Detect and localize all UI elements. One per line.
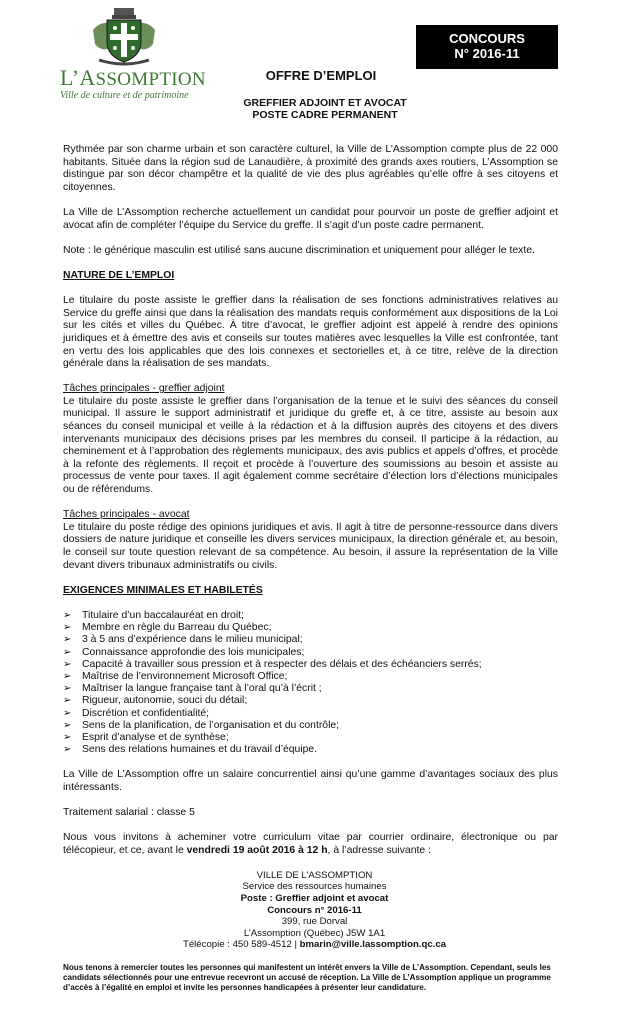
coat-of-arms-icon [89, 8, 159, 66]
concours-label: CONCOURS [449, 31, 525, 46]
greffier-tasks: Le titulaire du poste assiste le greffier dans l’organisation de la tenue et le suivi des séances du conseil municipal. Il assure le support administratif et juridique du greffe et, à ce titre, assiste au besoin aux séances du conseil municipal et veille à la rédaction et à la diffusion auprès des citoyens et des divers intervenants municipaux des décisions prises par les membres du conseil. Il participe à la rédaction, au cheminement et à l’approbation des règlements municipaux, des avis publics et appels d’offres, et procède à la refonte des règlements. Il reçoit et procède à l’ouverture des soumissions au besoin et assiste au processus de vente pour taxes. Il agit également comme secrétaire d’élection lors d’élections municipales ou de référendums. [63, 395, 558, 496]
arrow-bullet-icon: ➢ [63, 719, 72, 731]
note-paragraph: Note : le générique masculin est utilisé sans aucune discrimination et uniquement pour alléger le texte. [63, 244, 535, 256]
subheading-avocat: Tâches principales - avocat [63, 509, 190, 521]
concours-number: N° 2016-11 [454, 46, 520, 61]
salary-class: Traitement salarial : classe 5 [63, 806, 195, 818]
list-item: ➢ Sens des relations humaines et du travail d’équipe. [63, 744, 318, 756]
nature-paragraph: Le titulaire du poste assiste le greffier dans la réalisation de ses fonctions administratives relatives au Service du greffe ainsi que dans la réalisation des mandats requis conformément aux dispositions de la Loi sur les cités et villes du Québec. À titre d’avocat, le greffier adjoint est appelé à rendre des opinions juridiques et à émettre des avis et conseils sur toutes matières avec lesquelles la Ville est confrontée, tant en vertu des lois applicables que des lois connexes et sectorielles et, à ce titre, relève de la direction générale dans la réalisation de ses mandats. [63, 295, 558, 370]
logo-name-rest: SSOMPTION [95, 69, 206, 90]
arrow-bullet-icon: ➢ [63, 658, 72, 670]
list-item: ➢ Titulaire d’un baccalauréat en droit; [63, 609, 244, 621]
email-link[interactable]: bmarin@ville.lassomption.qc.ca [299, 939, 446, 951]
arrow-bullet-icon: ➢ [63, 695, 72, 707]
list-item: ➢ Esprit d’analyse et de synthèse; [63, 732, 229, 743]
address-line: L’Assomption (Québec) J5W 1A1 [243, 927, 386, 939]
footer-note: Nous tenons à remercier toutes les personnes qui manifestent un intérêt envers la Ville de L’Assomption. Cependant, seuls les candidats sélectionnés pour une entrevue recevront un accusé de réception. La Ville de L’Assomption applique un programme d’accès à l’égalité en emploi et invite les personnes handicapées à présenter leur candidature. [63, 962, 551, 992]
address-line: Service des ressources humaines [242, 881, 387, 893]
invitation-paragraph: Nous vous invitons à acheminer votre curriculum vitae par courrier ordinaire, électronique ou par télécopieur, et ce, avant le vendredi 19 août 2016 à 12 h, à l’adresse suivante : [63, 831, 558, 856]
address-line: Concours n° 2016-11 [267, 904, 362, 916]
arrow-bullet-icon: ➢ [63, 670, 72, 682]
fax-number: Télécopie : 450 589-4512 | [182, 939, 300, 951]
mailing-address [63, 870, 558, 951]
section-heading-exigences: EXIGENCES MINIMALES ET HABILETÉS [63, 584, 263, 596]
list-item: ➢ Maîtrise de l’environnement Microsoft Office; [63, 670, 288, 682]
deadline: vendredi 19 août 2016 à 12 h [186, 844, 328, 856]
address-line: Poste : Greffier adjoint et avocat [240, 892, 389, 904]
arrow-bullet-icon: ➢ [63, 732, 72, 743]
requirements-list [63, 610, 558, 756]
section-heading-nature: NATURE DE L’EMPLOI [63, 269, 175, 281]
intro-paragraph-2: La Ville de L’Assomption recherche actuellement un candidat pour pourvoir un poste de greffier adjoint et avocat afin de compléter l’équipe du Service du greffe. Il s’agit d’un poste cadre permanent. [63, 206, 558, 231]
list-item: ➢ Rigueur, autonomie, souci du détail; [63, 695, 248, 707]
arrow-bullet-icon: ➢ [63, 634, 72, 646]
job-status: POSTE CADRE PERMANENT [252, 109, 398, 121]
concours-box [416, 25, 558, 69]
logo-name-prefix: L’A [60, 65, 96, 90]
subheading-greffier: Tâches principales - greffier adjoint [63, 383, 225, 395]
arrow-bullet-icon: ➢ [63, 683, 72, 695]
job-title: GREFFIER ADJOINT ET AVOCAT [243, 97, 407, 109]
list-item: ➢ Membre en règle du Barreau du Québec; [63, 622, 272, 634]
arrow-bullet-icon: ➢ [63, 646, 72, 658]
address-line: 399, rue Dorval [281, 916, 348, 928]
intro-paragraph-1: Rythmée par son charme urbain et son caractère culturel, la Ville de L’Assomption compte plus de 22 000 habitants. Située dans la région sud de Lanaudière, à proximité des grands axes routiers, L’Assomption se distingue par son décor champêtre et la qualité de vie des plus agréables qu’elle offre à ses citoyens et citoyennes. [63, 144, 558, 193]
avocat-tasks: Le titulaire du poste rédige des opinions juridiques et avis. Il agit à titre de personne-ressource dans divers dossiers de nature juridique et conseille les divers services municipaux, la direction générale et, au besoin, le conseil sur toute question relevant de sa compétence. Au besoin, il assure la représentation de la Ville devant divers tribunaux administratifs ou civils. [63, 521, 558, 571]
list-item: ➢ Connaissance approfondie des lois municipales; [63, 646, 305, 658]
list-item: ➢ Sens de la planification, de l’organisation et du contrôle; [63, 719, 340, 731]
list-item: ➢ Discrétion et confidentialité; [63, 707, 210, 719]
page-title: OFFRE D’EMPLOI [265, 68, 377, 83]
list-item: ➢ 3 à 5 ans d’expérience dans le milieu municipal; [63, 634, 303, 646]
arrow-bullet-icon: ➢ [63, 744, 72, 756]
contact-line [71, 939, 558, 951]
arrow-bullet-icon: ➢ [63, 622, 72, 634]
document-body [63, 144, 558, 993]
address-line: VILLE DE L’ASSOMPTION [256, 869, 373, 881]
arrow-bullet-icon: ➢ [63, 609, 72, 621]
list-item: ➢ Maîtriser la langue française tant à l’oral qu’à l’écrit ; [63, 683, 322, 695]
logo-tagline: Ville de culture et de patrimoine [60, 90, 189, 101]
arrow-bullet-icon: ➢ [63, 707, 72, 719]
list-item: ➢ Capacité à travailler sous pression et à respecter des délais et des échéanciers serrés; [63, 658, 482, 670]
salary-paragraph: La Ville de L’Assomption offre un salaire concurrentiel ainsi qu’une gamme d’avantages sociaux des plus intéressants. [63, 769, 558, 793]
job-subtitle [0, 97, 622, 121]
city-logo [60, 8, 206, 102]
